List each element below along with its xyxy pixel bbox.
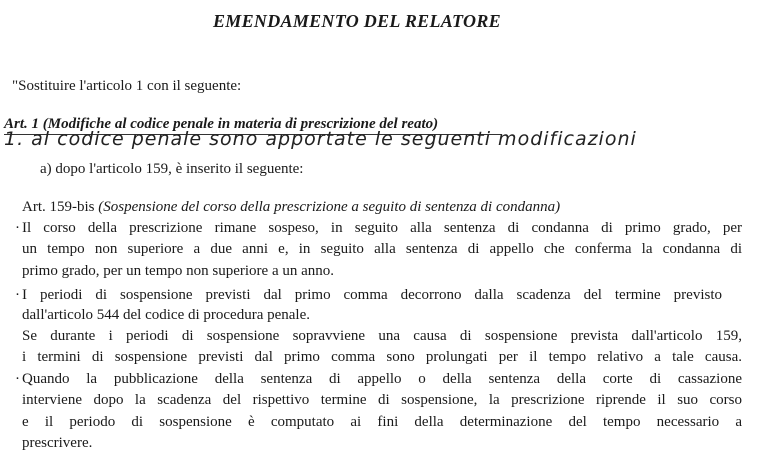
item-a: a) dopo l'articolo 159, è inserito il seguente:	[40, 161, 304, 177]
article-159-bis-heading	[22, 198, 560, 217]
bullet-3: ·	[15, 371, 20, 387]
bullet-1: ·	[15, 220, 20, 236]
handwritten-note: 1. al codice penale sono apportate le seguenti modificazioni	[4, 128, 637, 150]
intro-line: "Sostituire l'articolo 1 con il seguente:	[12, 78, 242, 94]
article-159-bis-label: Art. 159-bis	[22, 199, 95, 215]
document-title: EMENDAMENTO DEL RELATORE	[213, 11, 501, 31]
article-1-heading: Art. 1 (Modifiche al codice penale in materia di prescrizione del reato)	[4, 116, 439, 132]
para-1-line-2: un tempo non superiore a due anni e, in seguito alla sentenza di appello che conferma la condanna di	[22, 241, 742, 257]
para-2-line-1: I periodi di sospensione previsti dal primo comma decorrono dalla scadenza del termine previsto	[22, 287, 722, 303]
para-4-line-1: Quando la pubblicazione della sentenza di appello o della sentenza della corte di cassazione	[22, 371, 742, 387]
bullet-2: ·	[15, 287, 20, 303]
para-4-line-2: interviene dopo la scadenza del rispettivo termine di sospensione, la prescrizione riprende il suo corso	[22, 392, 742, 408]
para-3-line-1: Se durante i periodi di sospensione sopravviene una causa di sospensione prevista dall'articolo 159,	[22, 328, 742, 344]
para-4-line-4: prescrivere.	[22, 435, 93, 451]
para-2-line-2: dall'articolo 544 del codice di procedura penale.	[22, 307, 310, 323]
para-4-line-3: e il periodo di sospensione è computato ai fini della determinazione del tempo necessario a	[22, 414, 742, 430]
article-159-bis-title: (Sospensione del corso della prescrizione a seguito di sentenza di condanna)	[98, 199, 561, 215]
para-1-line-3: primo grado, per un tempo non superiore a un anno.	[22, 263, 335, 279]
para-1-line-1: Il corso della prescrizione rimane sospeso, in seguito alla sentenza di condanna di primo grado, per	[22, 220, 742, 236]
para-3-line-2: i termini di sospensione previsti dal primo comma sono prolungati per il tempo relativo a tale causa.	[22, 349, 742, 365]
